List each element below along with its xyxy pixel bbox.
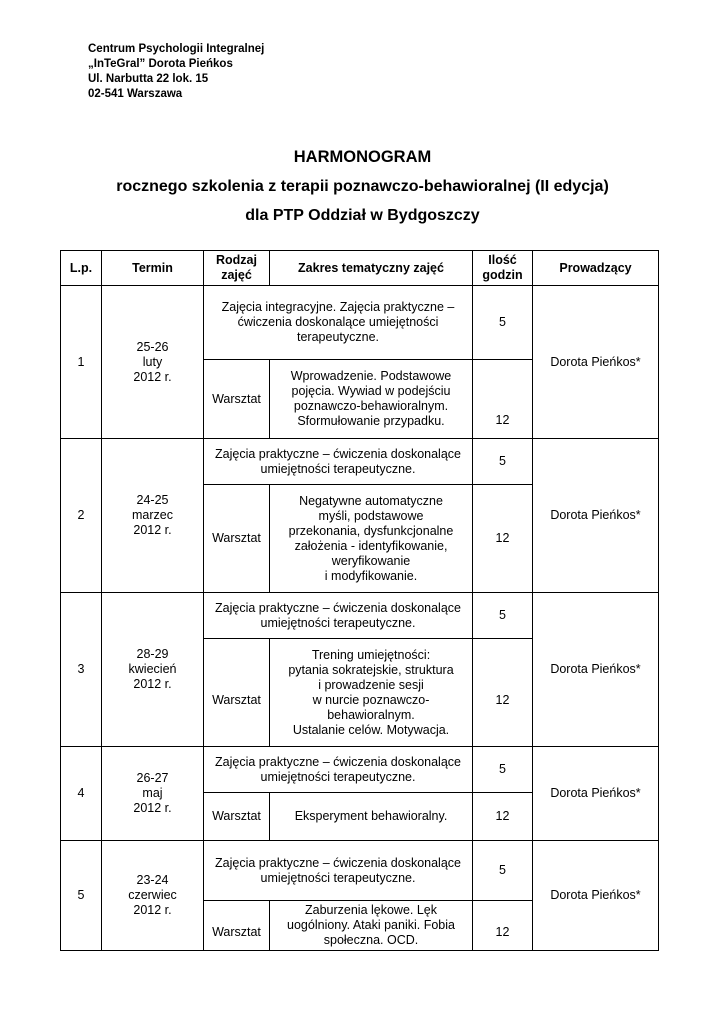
column-header-lp: L.p. [61,251,102,286]
row-general-hours: 5 [473,747,533,793]
row-workshop-type: Warsztat [204,485,270,593]
row-lecturer: Dorota Pieńkos* [533,286,659,439]
org-name: Centrum Psychologii Integralnej [88,43,265,55]
row-lecturer: Dorota Pieńkos* [533,747,659,841]
row-workshop-topic: Negatywne automatyczne myśli, podstawowe przekonania, dysfunkcjonalne założenia - identyfikowanie, weryfikowanie i modyfikowanie. [270,485,473,593]
table-header-row [61,251,659,286]
document-title [0,143,725,230]
row-date: 24-25 marzec 2012 r. [102,439,204,593]
table-row [61,747,659,793]
row-date: 26-27 maj 2012 r. [102,747,204,841]
row-workshop-type: Warsztat [204,901,270,951]
row-workshop-type: Warsztat [204,793,270,841]
column-header-hours: Ilość godzin [473,251,533,286]
row-number: 5 [61,841,102,951]
table-row [61,439,659,485]
title-department: dla PTP Oddział w Bydgoszczy [245,207,480,224]
row-general-topic: Zajęcia integracyjne. Zajęcia praktyczne – ćwiczenia doskonalące umiejętności terapeutyczne. [204,286,473,360]
row-workshop-topic: Wprowadzenie. Podstawowe pojęcia. Wywiad w podejściu poznawczo-behawioralnym. Sformułowanie przypadku. [270,360,473,439]
column-header-termin: Termin [102,251,204,286]
row-workshop-type: Warsztat [204,639,270,747]
row-general-topic: Zajęcia praktyczne – ćwiczenia doskonalące umiejętności terapeutyczne. [204,747,473,793]
row-lecturer: Dorota Pieńkos* [533,841,659,951]
row-date: 25-26 luty 2012 r. [102,286,204,439]
org-street: Ul. Narbutta 22 lok. 15 [88,73,209,85]
column-header-lecturer: Prowadzący [533,251,659,286]
row-general-topic: Zajęcia praktyczne – ćwiczenia doskonalące umiejętności terapeutyczne. [204,593,473,639]
row-workshop-type: Warsztat [204,360,270,439]
column-header-topic: Zakres tematyczny zajęć [270,251,473,286]
row-workshop-topic: Zaburzenia lękowe. Lęk uogólniony. Ataki paniki. Fobia społeczna. OCD. [270,901,473,951]
row-general-hours: 5 [473,593,533,639]
title-subtitle: rocznego szkolenia z terapii poznawczo-behawioralnej (II edycja) [116,178,609,195]
row-workshop-topic: Eksperyment behawioralny. [270,793,473,841]
row-number: 1 [61,286,102,439]
row-number: 3 [61,593,102,747]
row-general-hours: 5 [473,439,533,485]
row-workshop-hours: 12 [473,485,533,593]
row-workshop-topic: Trening umiejętności: pytania sokratejskie, struktura i prowadzenie sesji w nurcie poznawczo- behawioralnym. Ustalanie celów. Motywacja. [270,639,473,747]
row-number: 2 [61,439,102,593]
column-header-type: Rodzaj zajęć [204,251,270,286]
row-general-topic: Zajęcia praktyczne – ćwiczenia doskonalące umiejętności terapeutyczne. [204,439,473,485]
row-workshop-hours: 12 [473,793,533,841]
row-workshop-hours: 12 [473,639,533,747]
table-row [61,841,659,901]
row-number: 4 [61,747,102,841]
row-date: 28-29 kwiecień 2012 r. [102,593,204,747]
row-lecturer: Dorota Pieńkos* [533,439,659,593]
row-date: 23-24 czerwiec 2012 r. [102,841,204,951]
table-row [61,286,659,360]
organization-header [88,42,264,102]
row-workshop-hours: 12 [473,901,533,951]
row-lecturer: Dorota Pieńkos* [533,593,659,747]
table-row [61,593,659,639]
title-main: HARMONOGRAM [293,148,432,166]
row-workshop-hours: 12 [473,360,533,439]
row-general-hours: 5 [473,286,533,360]
row-general-hours: 5 [473,841,533,901]
schedule-table [60,250,659,951]
row-general-topic: Zajęcia praktyczne – ćwiczenia doskonalące umiejętności terapeutyczne. [204,841,473,901]
org-owner: „InTeGral” Dorota Pieńkos [88,58,233,70]
org-city: 02-541 Warszawa [88,88,183,100]
